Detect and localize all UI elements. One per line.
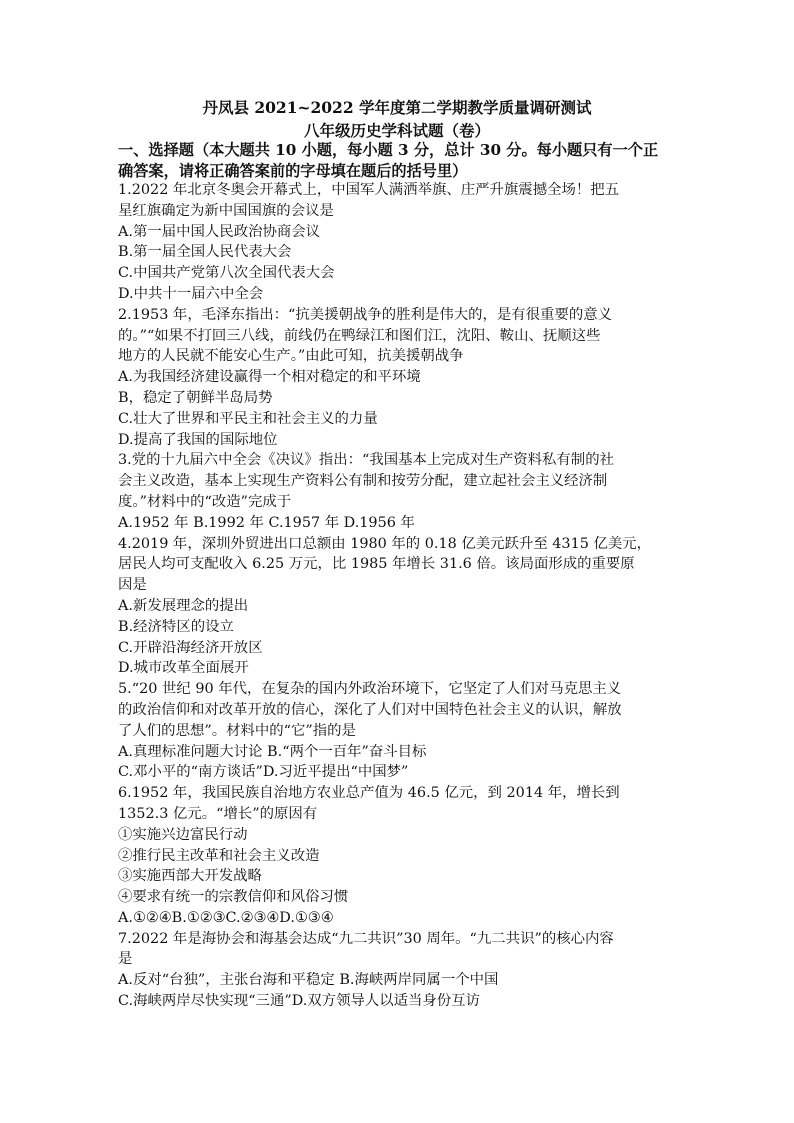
text-line: 因是	[118, 577, 147, 594]
text-line: 4.2019 年，深圳外贸进出口总额由 1980 年的 0.18 亿美元跃升至 4315 亿美元，	[118, 535, 652, 552]
text-line: ④要求有统一的宗教信仰和风俗习惯	[118, 889, 349, 906]
text-line: A.1952 年 B.1992 年 C.1957 年 D.1956 年	[118, 514, 415, 531]
text-line: D.城市改革全面展开	[118, 660, 249, 677]
text-line: 5.“20 世纪 90 年代，在复杂的国内外政治环境下，它坚定了人们对马克思主义	[118, 681, 622, 698]
text-line: ②推行民主改革和社会主义改造	[118, 847, 320, 864]
text-line: C.邓小平的“南方谈话”D.习近平提出“中国梦”	[118, 764, 409, 781]
exam-title: 丹凤县 2021~2022 学年度第二学期教学质量调研测试	[202, 98, 592, 117]
text-line: B，稳定了朝鲜半岛局势	[118, 389, 273, 406]
question-body	[118, 180, 688, 1012]
text-line: ①实施兴边富民行动	[118, 826, 248, 843]
text-line: 会主义改造，基本上实现生产资料公有制和按劳分配，建立起社会主义经济制	[118, 473, 608, 490]
text-line: A.①②④B.①②③C.②③④D.①③④	[118, 909, 334, 926]
exam-subtitle: 八年级历史学科试题（卷）	[303, 121, 490, 140]
section-heading-line: 一、选择题（本大题共 10 小题，每小题 3 分，总计 30 分。每小题只有一个正	[118, 141, 659, 159]
text-line: B.第一届全国人民代表大会	[118, 244, 292, 261]
text-line: C.中国共产党第八次全国代表大会	[118, 265, 335, 282]
section-heading	[118, 140, 683, 182]
text-line: A.为我国经济建设赢得一个相对稳定的和平环境	[118, 369, 421, 386]
text-line: D.中共十一届六中全会	[118, 285, 264, 302]
text-line: D.提高了我国的国际地位	[118, 431, 278, 448]
text-line: 7.2022 年是海协会和海基会达成“九二共识”30 周年。“九二共识”的核心内容	[118, 930, 614, 947]
text-line: 2.1953 年，毛泽东指出：“抗美援朝战争的胜利是伟大的，是有很重要的意义	[118, 306, 613, 323]
text-line: 1.2022 年北京冬奥会开幕式上，中国军人满洒举旗、庄严升旗震撼全场！把五	[118, 182, 620, 198]
text-line: 1352.3 亿元。“增长”的原因有	[118, 805, 318, 822]
text-line: A.真理标准问题大讨论 B.“两个一百年”奋斗目标	[118, 743, 427, 760]
text-line: C.海峡两岸尽快实现“三通”D.双方领导人以适当身份互访	[118, 993, 480, 1010]
text-line: 地方的人民就不能安心生产。”由此可知，抗美援朝战争	[118, 348, 464, 365]
text-line: A.第一届中国人民政治协商会议	[118, 223, 321, 240]
text-line: 是	[118, 951, 133, 968]
text-line: C.壮大了世界和平民主和社会主义的力量	[118, 410, 378, 427]
text-line: 居民人均可支配收入 6.25 万元，比 1985 年增长 31.6 倍。该局面形成的重要原	[118, 556, 635, 573]
text-line: 了人们的思想”。材料中的“它”指的是	[118, 722, 356, 739]
text-line: A.新发展理念的提出	[118, 597, 249, 614]
text-line: A.反对“台独”，主张台海和平稳定 B.海峡两岸同属一个中国	[118, 972, 499, 989]
section-heading-line: 确答案，请将正确答案前的字母填在题后的括号里）	[118, 161, 468, 180]
text-line: 星红旗确定为新中国国旗的会议是	[118, 202, 334, 219]
text-line: ③实施西部大开发战略	[118, 868, 262, 885]
text-line: 的政治信仰和对改革开放的信心，深化了人们对中国特色社会主义的认识，解放	[118, 701, 622, 718]
text-line: 6.1952 年，我国民族自治地方农业总产值为 46.5 亿元，到 2014 年，增长到	[118, 785, 620, 802]
text-line: 的。”“如果不打回三八线，前线仍在鸭绿江和图们江，沈阳、鞍山、抚顺这些	[118, 327, 601, 344]
text-line: 度。”材料中的“改造”完成于	[118, 493, 292, 510]
text-line: C.开辟沿海经济开放区	[118, 639, 263, 656]
text-line: B.经济特区的设立	[118, 618, 234, 635]
text-line: 3.党的十九届六中全会《决议》指出：“我国基本上完成对生产资料私有制的社	[118, 452, 614, 469]
